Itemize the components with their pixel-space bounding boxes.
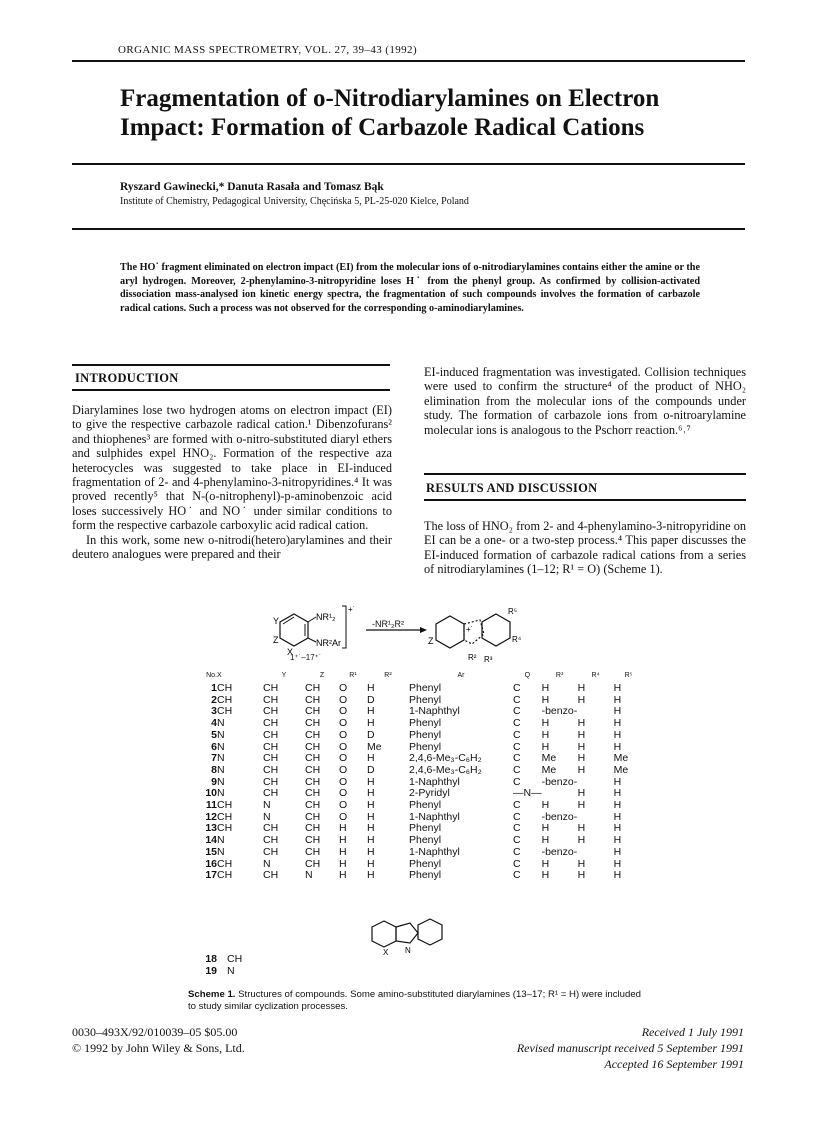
table-cell: N: [217, 775, 225, 788]
table-cell: H: [613, 728, 622, 741]
table-cell: C: [513, 717, 521, 730]
table-cell: C: [513, 752, 521, 765]
intro-rule-top: [72, 364, 390, 366]
table-cell: H: [541, 682, 550, 694]
table-cell: 2,4,6-Me₃-C₆H₂: [409, 763, 482, 776]
table-cell: H: [339, 822, 347, 835]
table-cell: 1-Naphthyl: [409, 775, 460, 788]
table-cell: 17: [205, 869, 217, 882]
table-cell: -benzo-: [541, 845, 578, 858]
header-r2: R²: [384, 672, 392, 680]
intro-paragraph-1: Diarylamines lose two hydrogen atoms on electron impact (EI) to give the respective carbazole radical cation.¹ Dibenzofurans² and thiophenes³ are formed with o-nitro-substituted diaryl ethers and sulphides expel HNO₂. Formation of the respective aza heterocycles was suggested to take place in EI-induced fragmentation of 2- and 4-phenylamino-3-nitropyridines.⁴ It was proved recently⁵ that N-(o-nitrophenyl)-p-aminobenzoic acid loses successively HO˙ and NO˙ under similar conditions to form the respective carbazole carboxylic acid radical cation.: [72, 403, 392, 533]
table-cell: CH: [305, 717, 321, 730]
table-cell: CH: [263, 682, 279, 694]
table-cell: Me: [541, 763, 557, 776]
intro-paragraph-3: EI-induced fragmentation was investigated. Collision techniques were used to confirm the structure⁴ of the product of NHO₂ elimination from the molecular ions of the compounds under study. The formation of carbazole ions from o-nitroarylamine molecular ions is analogous to the Pschorr reaction.⁶˒⁷: [424, 365, 746, 437]
table-cell: Me: [613, 752, 629, 765]
table-cell: CH: [263, 834, 279, 847]
table-cell: C: [513, 845, 521, 858]
scheme-caption: [188, 989, 648, 1013]
table-cell: H: [613, 845, 622, 858]
intro-rule-bottom: [72, 389, 390, 391]
svg-text:N: N: [405, 946, 411, 955]
table-cell: 14: [205, 834, 217, 847]
affiliation: Institute of Chemistry, Pedagogical University, Chęcińska 5, PL-25-020 Kielce, Poland: [120, 196, 469, 207]
table-cell: H: [613, 787, 622, 800]
table-cell: H: [613, 869, 622, 882]
svg-text:NR¹₂: NR¹₂: [316, 612, 336, 622]
table-cell: O: [339, 775, 348, 788]
table-cell: CH: [263, 728, 279, 741]
svg-text:R⁵: R⁵: [508, 607, 518, 616]
table-cell: H: [577, 763, 586, 776]
copyright: © 1992 by John Wiley & Sons, Ltd.: [72, 1041, 245, 1055]
table-cell: H: [613, 834, 622, 847]
intro-right-column: [424, 365, 746, 437]
svg-text:Y: Y: [273, 616, 280, 626]
article-title: [120, 84, 760, 142]
header-z: Z: [319, 672, 325, 680]
table-cell: 16: [205, 857, 217, 870]
table-cell: -benzo-: [541, 810, 578, 823]
header-y: Y: [281, 672, 287, 680]
table-cell: H: [541, 740, 550, 753]
table-cell: 2,4,6-Me₃-C₆H₂: [409, 752, 482, 765]
table-cell: H: [367, 799, 375, 812]
table-cell: H: [367, 845, 375, 858]
header-no: No.: [206, 672, 217, 680]
table-cell: D: [367, 693, 375, 706]
compound-table: [190, 669, 644, 882]
compound-18-19: [190, 953, 242, 977]
table-cell: Phenyl: [409, 822, 442, 835]
table-cell: CH: [305, 740, 321, 753]
table-cell: H: [541, 693, 550, 706]
table-cell: C: [513, 705, 521, 718]
table-cell: C: [513, 693, 521, 706]
table-cell: 12: [205, 810, 217, 823]
table-cell: Phenyl: [409, 682, 442, 694]
table-cell: CH: [263, 775, 279, 788]
table-cell: H: [339, 857, 347, 870]
table-cell: H: [367, 869, 375, 882]
table-cell: H: [577, 682, 586, 694]
table-cell: Phenyl: [409, 834, 442, 847]
header-r5: R⁵: [624, 672, 633, 680]
table-cell: H: [367, 810, 375, 823]
table-cell: CH: [305, 799, 321, 812]
table-cell: CH: [305, 810, 321, 823]
table-cell: N: [217, 834, 225, 847]
table-cell: Me: [613, 763, 629, 776]
table-cell: H: [577, 799, 586, 812]
table-cell: CH: [217, 810, 233, 823]
table-cell: H: [541, 728, 550, 741]
table-cell: CH: [217, 682, 233, 694]
table-cell: Phenyl: [409, 693, 442, 706]
table-cell: 11: [205, 799, 217, 812]
table-cell: N: [217, 845, 225, 858]
table-cell: H: [613, 857, 622, 870]
table-cell: Phenyl: [409, 857, 442, 870]
header-r3: R³: [555, 672, 564, 680]
header-ar: Ar: [457, 672, 465, 680]
table-cell: C: [513, 740, 521, 753]
header-r4: R⁴: [591, 672, 600, 680]
table-cell: CH: [263, 787, 279, 800]
table-cell: CH: [263, 693, 279, 706]
table-cell: CH: [263, 717, 279, 730]
table-cell: O: [339, 740, 348, 753]
journal-header: ORGANIC MASS SPECTROMETRY, VOL. 27, 39–43 (1992): [118, 44, 418, 56]
table-row: [190, 765, 644, 777]
table-cell: H: [613, 717, 622, 730]
carbazole-structure: [370, 913, 450, 957]
compound-table-body: [190, 683, 644, 882]
table-cell: N: [263, 857, 271, 870]
table-cell: 2: [211, 693, 217, 706]
table-cell: N: [305, 869, 313, 882]
header-r1: R¹: [349, 672, 357, 680]
table-cell: H: [367, 717, 375, 730]
table-cell: CH: [217, 857, 233, 870]
table-row: [190, 870, 644, 882]
table-cell: H: [367, 705, 375, 718]
svg-text:X: X: [287, 647, 294, 657]
table-cell: 8: [211, 763, 217, 776]
table-cell: N: [263, 799, 271, 812]
header-q: Q: [524, 672, 531, 680]
table-cell: H: [613, 693, 622, 706]
table-cell: C: [513, 834, 521, 847]
results-heading: RESULTS AND DISCUSSION: [426, 481, 598, 495]
table-cell: 7: [211, 752, 217, 765]
scheme-caption-label: Scheme 1.: [188, 989, 236, 1000]
table-cell: H: [577, 857, 586, 870]
table-cell: C: [513, 682, 521, 694]
intro-paragraph-2: In this work, some new o-nitrodi(hetero)arylamines and their deutero analogues were prepared and their: [72, 532, 392, 562]
table-cell: 3: [211, 705, 217, 718]
table-cell: D: [367, 763, 375, 776]
table-cell: H: [367, 752, 375, 765]
svg-text:NR²Ar: NR²Ar: [316, 638, 341, 648]
table-cell: C: [513, 810, 521, 823]
footer-left: [72, 1024, 245, 1056]
revised-date: Revised manuscript received 5 September 1991: [516, 1041, 744, 1055]
table-cell: Phenyl: [409, 740, 442, 753]
table-cell: CH: [305, 693, 321, 706]
table-cell: O: [339, 810, 348, 823]
table-cell: H: [339, 869, 347, 882]
table-cell: C: [513, 857, 521, 870]
table-cell: O: [339, 763, 348, 776]
table-cell: CH: [217, 705, 233, 718]
results-column: [424, 519, 746, 577]
table-cell: H: [577, 834, 586, 847]
table-cell: H: [367, 787, 375, 800]
table-cell: O: [339, 693, 348, 706]
table-cell: O: [339, 705, 348, 718]
table-cell: H: [577, 822, 586, 835]
svg-text:Z: Z: [273, 635, 279, 645]
table-cell: 1-Naphthyl: [409, 845, 460, 858]
title-line-1: Fragmentation of o-Nitrodiarylamines on Electron: [120, 85, 660, 112]
introduction-heading: INTRODUCTION: [75, 371, 179, 385]
table-cell: CH: [263, 763, 279, 776]
svg-text:R⁴: R⁴: [512, 635, 522, 644]
issn-price: 0030–493X/92/010039–05 $05.00: [72, 1025, 238, 1039]
accepted-date: Accepted 16 September 1991: [604, 1057, 744, 1071]
table-cell: D: [367, 728, 375, 741]
table-cell: Me: [367, 740, 382, 753]
author-list: Ryszard Gawinecki,* Danuta Rasała and Tomasz Bąk: [120, 181, 384, 193]
table-cell: CH: [305, 775, 321, 788]
table-cell: CH: [263, 740, 279, 753]
table-cell: CH: [305, 705, 321, 718]
table-cell: CH: [305, 822, 321, 835]
table-cell: H: [541, 857, 550, 870]
table-cell: H: [541, 834, 550, 847]
table-cell: H: [339, 834, 347, 847]
table-cell: -benzo-: [541, 705, 578, 718]
svg-text:R³: R³: [484, 655, 493, 664]
ion-label: 1⁺˙–17⁺˙: [290, 653, 322, 662]
table-row: [190, 800, 644, 812]
results-paragraph-1: The loss of HNO₂ from 2- and 4-phenylamino-3-nitropyridine on EI can be a one- or a two-step process.⁴ This paper discusses the EI-induced formation of carbazole radical cations from a series of nitrodiarylamines (1–12; R¹ = O) (Scheme 1).: [424, 519, 746, 577]
table-cell: C: [513, 799, 521, 812]
table-cell: Phenyl: [409, 717, 442, 730]
table-cell: N: [217, 787, 225, 800]
table-cell: H: [367, 682, 375, 694]
table-cell: -benzo-: [541, 775, 578, 788]
table-header-row: [190, 669, 644, 683]
svg-text:R²: R²: [468, 653, 477, 662]
table-cell: O: [339, 728, 348, 741]
table-cell: N: [217, 740, 225, 753]
table-cell: O: [339, 682, 348, 694]
table-cell: 1-Naphthyl: [409, 810, 460, 823]
header-x: X: [217, 672, 222, 680]
table-cell: 5: [211, 728, 217, 741]
table-cell: H: [613, 775, 622, 788]
table-cell: CH: [217, 799, 233, 812]
table-cell: N: [263, 810, 271, 823]
table-cell: C: [513, 728, 521, 741]
received-date: Received 1 July 1991: [641, 1025, 744, 1039]
table-cell: CH: [305, 834, 321, 847]
table-cell: O: [339, 717, 348, 730]
table-cell: H: [577, 693, 586, 706]
table-cell: CH: [263, 752, 279, 765]
header-rule: [72, 60, 745, 62]
table-cell: H: [613, 822, 622, 835]
table-cell: H: [541, 869, 550, 882]
table-cell: CH: [305, 763, 321, 776]
table-cell: CH: [305, 787, 321, 800]
table-cell: 6: [211, 740, 217, 753]
reaction-label: -NR¹₂R²: [372, 619, 404, 629]
table-cell: CH: [263, 822, 279, 835]
table-cell: 1: [211, 682, 217, 694]
table-cell: C: [513, 822, 521, 835]
table-row: [190, 847, 644, 859]
table-cell: CH: [305, 752, 321, 765]
table-cell: C: [513, 775, 521, 788]
table-cell: H: [613, 705, 622, 718]
title-line-2: Impact: Formation of Carbazole Radical Cations: [120, 114, 645, 141]
table-cell: H: [577, 752, 586, 765]
footer-right: [517, 1024, 744, 1072]
table-cell: N: [217, 763, 225, 776]
table-cell: H: [367, 857, 375, 870]
table-cell: H: [613, 740, 622, 753]
intro-left-column: [72, 403, 392, 561]
table-cell: H: [577, 787, 586, 800]
svg-text:+˙: +˙: [348, 605, 356, 614]
table-cell: CH: [263, 845, 279, 858]
table-cell: CH: [217, 822, 233, 835]
table-cell: H: [577, 869, 586, 882]
table-cell: H: [577, 717, 586, 730]
table-cell: O: [339, 787, 348, 800]
table-cell: H: [339, 845, 347, 858]
table-row: [190, 730, 644, 742]
table-cell: CH: [305, 845, 321, 858]
table-cell: Phenyl: [409, 869, 442, 882]
table-cell: CH: [217, 693, 233, 706]
table-cell: CH: [305, 728, 321, 741]
table-cell: H: [613, 810, 622, 823]
table-cell: CH: [305, 682, 321, 694]
table-cell: H: [541, 799, 550, 812]
table-cell: 15: [205, 845, 217, 858]
table-cell: N: [217, 752, 225, 765]
table-cell: H: [577, 740, 586, 753]
table-cell: N: [217, 717, 225, 730]
svg-text:+˙: +˙: [466, 625, 474, 634]
table-cell: C: [513, 869, 521, 882]
abstract: The HO˙ fragment eliminated on electron impact (EI) from the molecular ions of o-nitrodiarylamines contains either the amine or the aryl hydrogen. Moreover, 2-phenylamino-3-nitropyridine loses H˙ from the phenyl group. As confirmed by collision-activated dissociation mass-analysed ion kinetic energy spectra, the fragmentation of such compounds involves the formation of carbazole radical cations. Such a process was not observed for the corresponding o-aminodiarylamines.: [120, 262, 700, 314]
affiliation-rule: [72, 228, 745, 230]
table-cell: H: [367, 834, 375, 847]
table-cell: 1-Naphthyl: [409, 705, 460, 718]
row-18: 18 CH: [205, 953, 243, 965]
table-cell: C: [513, 763, 521, 776]
table-cell: Phenyl: [409, 728, 442, 741]
table-cell: CH: [263, 869, 279, 882]
table-cell: 10: [205, 787, 217, 800]
title-rule: [72, 163, 745, 165]
table-cell: O: [339, 799, 348, 812]
table-cell: H: [577, 728, 586, 741]
table-cell: Me: [541, 752, 557, 765]
table-cell: H: [367, 822, 375, 835]
results-rule-bottom: [424, 499, 746, 501]
table-cell: 4: [211, 717, 217, 730]
table-cell: H: [367, 775, 375, 788]
table-cell: CH: [217, 869, 233, 882]
table-cell: [578, 847, 614, 859]
table-cell: H: [613, 682, 622, 694]
table-cell: 2-Pyridyl: [409, 787, 450, 800]
table-cell: H: [541, 717, 550, 730]
table-cell: H: [541, 822, 550, 835]
svg-text:Z: Z: [428, 636, 434, 646]
table-row: [190, 683, 644, 695]
table-cell: N: [217, 728, 225, 741]
table-cell: CH: [263, 705, 279, 718]
results-rule-top: [424, 473, 746, 475]
row-19: 19 N: [205, 965, 235, 977]
table-cell: —N—: [513, 787, 542, 800]
svg-text:X: X: [383, 948, 389, 957]
table-cell: CH: [305, 857, 321, 870]
scheme-caption-text: Structures of compounds. Some amino-substituted diarylamines (13–17; R¹ = H) were included to study similar cyclization processes.: [188, 989, 642, 1012]
table-cell: 13: [205, 822, 217, 835]
table-cell: H: [613, 799, 622, 812]
table-cell: O: [339, 752, 348, 765]
table-cell: 9: [211, 775, 217, 788]
table-cell: Phenyl: [409, 799, 442, 812]
